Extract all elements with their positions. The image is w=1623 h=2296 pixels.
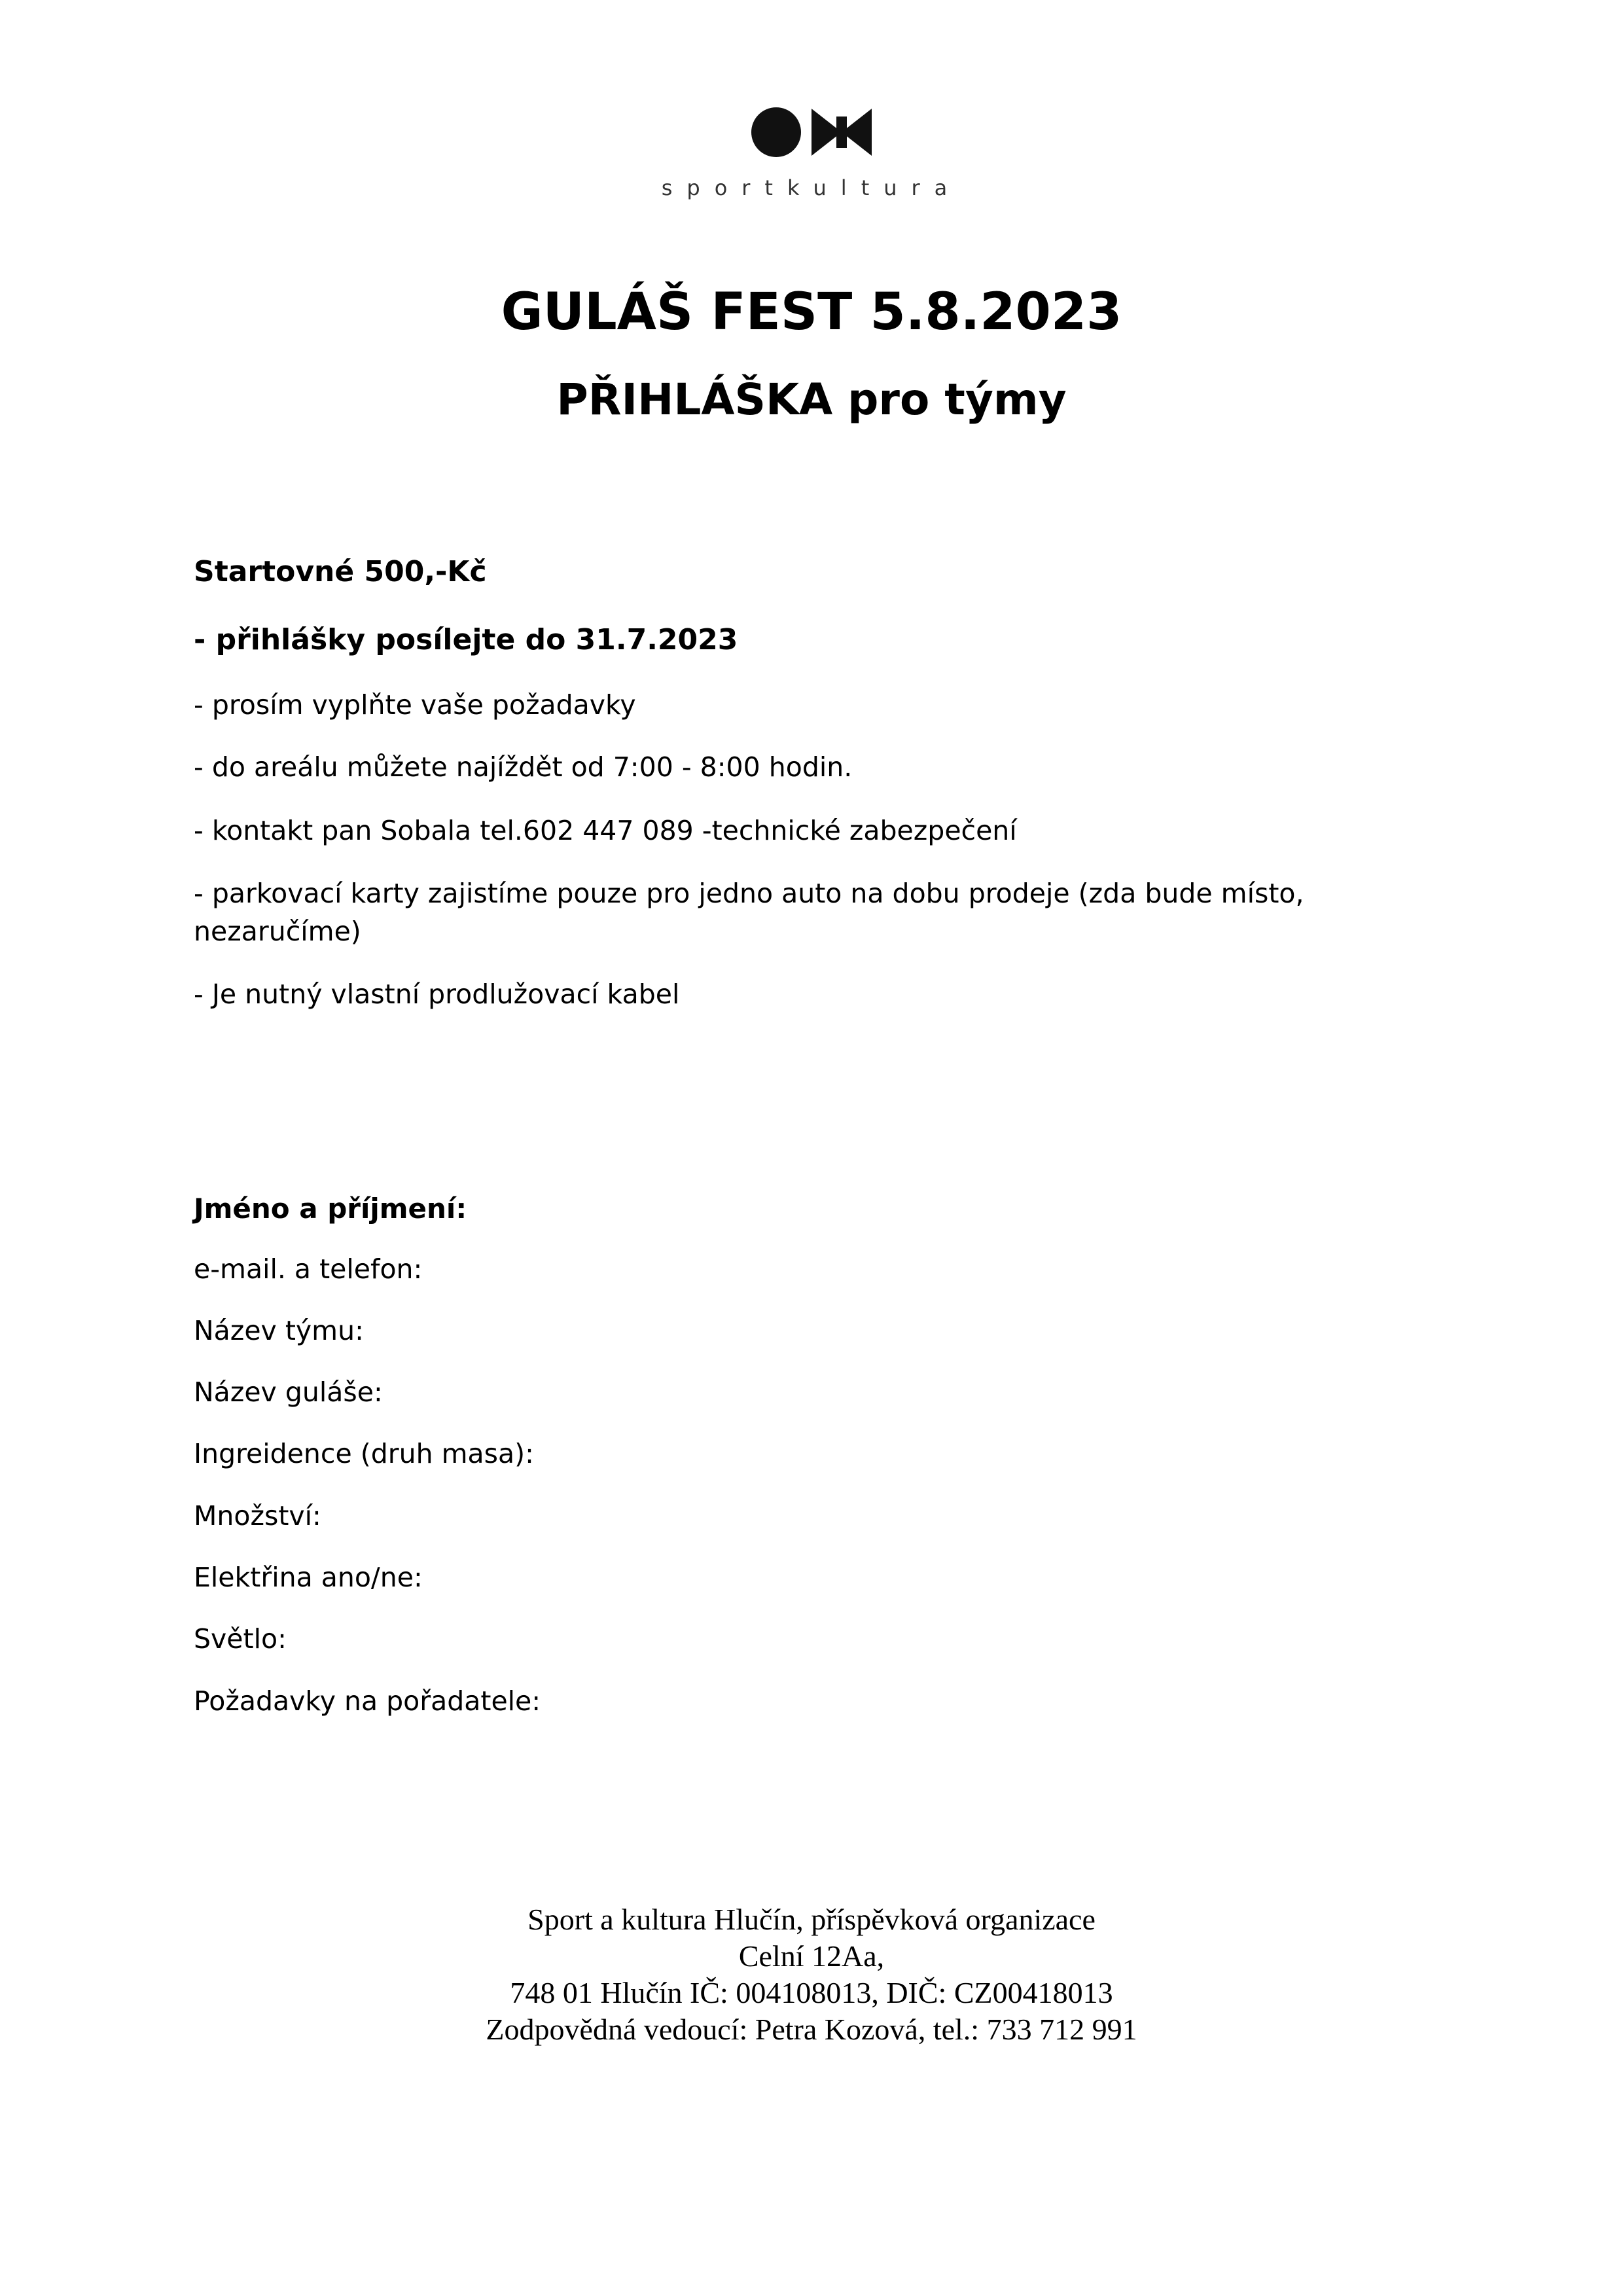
form-field-label: Ingreidence (druh masa): (194, 1438, 534, 1469)
form-field-label: Množství: (194, 1500, 321, 1532)
footer-address: Celní 12Aa, (738, 1939, 885, 1973)
deadline-note: - přihlášky posílejte do 31.7.2023 (194, 623, 738, 656)
form-field-label: Požadavky na pořadatele: (194, 1685, 541, 1717)
form-field-label: Elektřina ano/ne: (194, 1562, 423, 1593)
name-field-label: Jméno a příjmení: (194, 1193, 467, 1225)
page-subtitle: PŘIHLÁŠKA pro týmy (556, 374, 1067, 425)
form-field-label: Světlo: (194, 1623, 287, 1655)
footer-contact: Zodpovědná vedoucí: Petra Kozová, tel.: 733 712 991 (486, 2013, 1137, 2046)
info-line: - do areálu můžete najíždět od 7:00 - 8:00 hodin. (194, 751, 853, 783)
info-line: - parkovací karty zajistíme pouze pro jedno auto na dobu prodeje (zda bude místo, nezaručíme) (194, 878, 1304, 947)
info-line: - Je nutný vlastní prodlužovací kabel (194, 978, 680, 1010)
entry-fee: Startovné 500,-Kč (194, 555, 487, 588)
page-title: GULÁŠ FEST 5.8.2023 (501, 283, 1122, 342)
sportkultura-logo-icon (751, 105, 872, 160)
logo (661, 98, 962, 223)
footer-organization: Sport a kultura Hlučín, příspěvková organizace (527, 1903, 1096, 1936)
logo-text: sportkultura (661, 175, 962, 200)
footer (0, 1901, 1623, 2048)
form-field-label: e-mail. a telefon: (194, 1253, 423, 1285)
form-field-label: Název týmu: (194, 1315, 364, 1346)
info-line: - prosím vyplňte vaše požadavky (194, 689, 636, 721)
footer-ids: 748 01 Hlučín IČ: 004108013, DIČ: CZ00418013 (510, 1976, 1113, 2009)
form-field-label: Název guláše: (194, 1376, 383, 1408)
info-line: - kontakt pan Sobala tel.602 447 089 -technické zabezpečení (194, 815, 1017, 846)
